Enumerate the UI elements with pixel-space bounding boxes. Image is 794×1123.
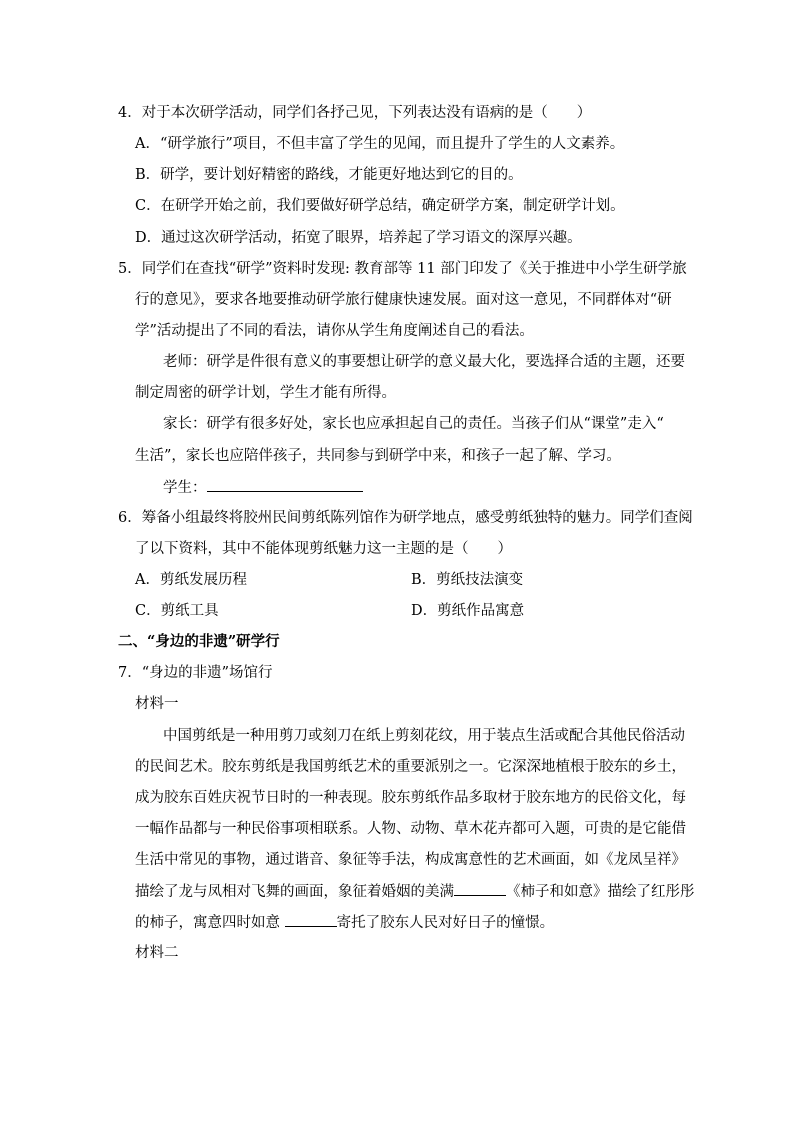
q7-material-1-line-3: 成为胶东百姓庆祝节日时的一种表现。胶东剪纸作品多取材于胶东地方的民俗文化，每: [135, 790, 686, 806]
q7-material-1-line-7: [135, 912, 554, 932]
q6-option-d: D．剪纸作品寓意: [411, 603, 525, 619]
q7-line-6-part-a: 描绘了龙与凤相对飞舞的画面，象征着婚姻的美满: [135, 884, 454, 900]
q6-option-b: B．剪纸技法演变: [411, 572, 524, 588]
q7-material-1-line-1: 中国剪纸是一种用剪刀或刻刀在纸上剪刻花纹，用于装点生活或配合其他民俗活动: [163, 728, 685, 744]
q7-material-1-line-2: 的民间艺术。胶东剪纸是我国剪纸艺术的重要派别之一。它深深地植根于胶东的乡土，: [135, 759, 686, 775]
q7-material-1-line-4: 一幅作品都与一种民俗事项相联系。人物、动物、草木花卉都可入题，可贵的是它能借: [135, 821, 686, 837]
q6-line-2: 了以下资料，其中不能体现剪纸魅力这一主题的是（ ）: [135, 541, 512, 557]
q7-material-1-line-5: 生活中常见的事物，通过谐音、象征等手法，构成寓意性的艺术画面，如《龙凤呈祥》: [135, 852, 686, 868]
q5-student-label: 学生：: [163, 480, 207, 496]
q7-blank-1[interactable]: [454, 881, 506, 896]
q6-option-a: A．剪纸发展历程: [135, 572, 247, 588]
q4-option-c: C．在研学开始之前，我们要做好研学总结，确定研学方案，制定研学计划。: [135, 198, 625, 214]
q7-material-1-label: 材料一: [135, 696, 179, 712]
q7-line-7-part-b: 寄托了胶东人民对好日子的憧憬。: [336, 915, 555, 931]
q4-option-a: A．“研学旅行”项目，不但丰富了学生的见闻，而且提升了学生的人文素养。: [135, 136, 625, 152]
q5-student-answer-blank[interactable]: [207, 477, 363, 492]
q7-line-6-part-b: 《柿子和如意》描绘了红彤彤: [506, 884, 695, 900]
q4-option-d: D．通过这次研学活动，拓宽了眼界，培养起了学习语文的深厚兴趣。: [135, 230, 582, 246]
q5-student-answer-row: [163, 477, 363, 497]
section-2-heading: 二、“身边的非遗”研学行: [118, 633, 280, 650]
q7-material-1-line-6: [135, 881, 695, 901]
q7-line-7-part-a: 的柿子，寓意四时如意: [135, 915, 285, 931]
q4-option-b: B．研学，要计划好精密的路线，才能更好地达到它的目的。: [135, 167, 523, 183]
q7-stem: 7．“身边的非遗”场馆行: [118, 665, 273, 681]
q7-material-2-label: 材料二: [135, 945, 179, 961]
q7-blank-2[interactable]: [285, 912, 337, 927]
q5-teacher-line-2: 制定周密的研学计划，学生才能有所得。: [135, 385, 396, 401]
q6-option-c: C．剪纸工具: [135, 603, 219, 619]
q5-line-3: 学”活动提出了不同的看法，请你从学生角度阐述自己的看法。: [135, 323, 534, 339]
q5-line-1: 5．同学们在查找“研学”资料时发现: 教育部等 11 部门印发了《关于推进中小学生研学旅: [118, 261, 687, 277]
q5-parent-line-1: 家长：研学有很多好处，家长也应承担起自己的责任。当孩子们从“课堂”走入“: [163, 416, 664, 432]
q4-stem: 4．对于本次研学活动，同学们各抒己见，下列表达没有语病的是（ ）: [118, 105, 592, 121]
q6-line-1: 6．筹备小组最终将胶州民间剪纸陈列馆作为研学地点，感受剪纸独特的魅力。同学们查阅: [118, 510, 693, 526]
q5-teacher-line-1: 老师：研学是件很有意义的事要想让研学的意义最大化，要选择合适的主题，还要: [163, 354, 685, 370]
q5-parent-line-2: 生活”，家长也应陪伴孩子，共同参与到研学中来，和孩子一起了解、学习。: [135, 448, 621, 464]
q5-line-2: 行的意见》，要求各地要推动研学旅行健康快速发展。面对这一意见，不同群体对“研: [135, 292, 672, 308]
